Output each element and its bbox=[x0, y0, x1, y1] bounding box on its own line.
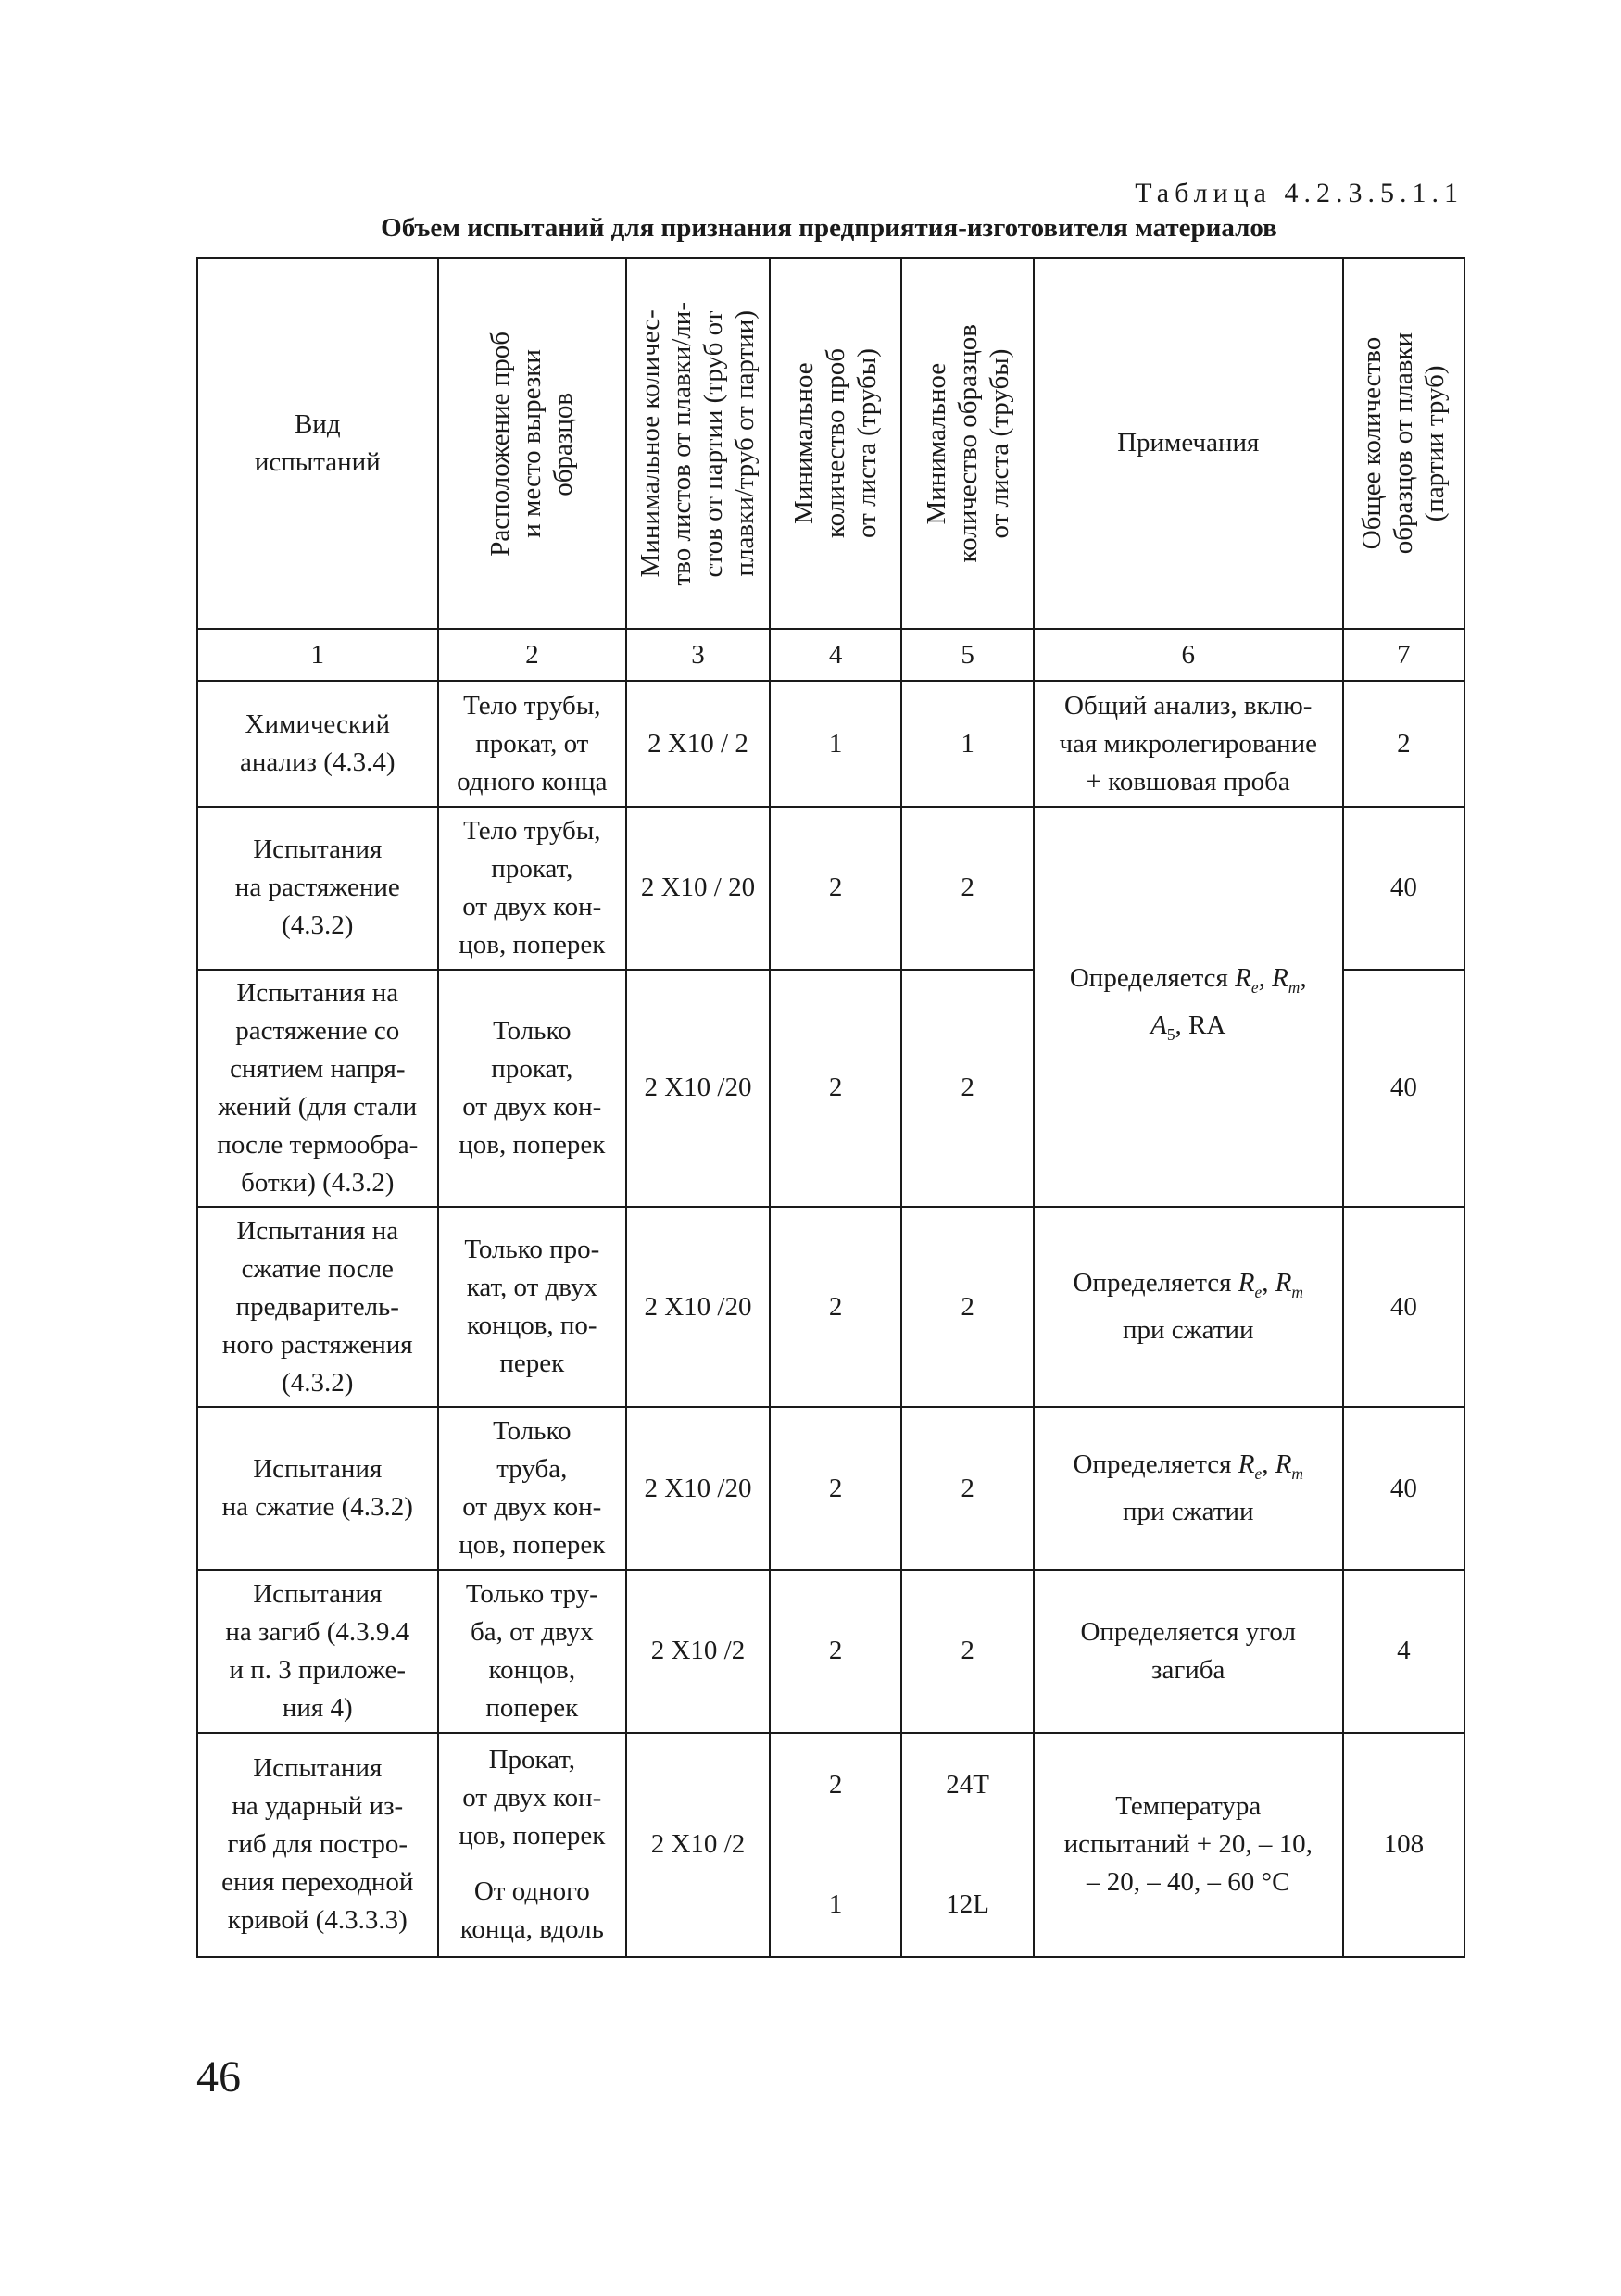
header-sample-location: Расположение проб и место вырезки образцов bbox=[438, 258, 627, 629]
specimens-cell: 1 bbox=[901, 681, 1034, 806]
note-cell-merged: Определяется $R_e$, $R_m$, $A_5$, RA bbox=[1034, 807, 1343, 1207]
tests-table bbox=[196, 257, 1465, 1958]
table-row bbox=[197, 1407, 1464, 1570]
specimens-cell: 2 bbox=[901, 807, 1034, 970]
test-type-cell: Испытания на ударный из- гиб для постро- ения переходной кривой (4.3.3.3) bbox=[197, 1733, 438, 1957]
header-notes: Примечания bbox=[1034, 258, 1343, 629]
total-cell: 40 bbox=[1343, 970, 1464, 1208]
location-cell: Только труба, от двух кон- цов, поперек bbox=[438, 1407, 627, 1570]
location-cell: Только тру- ба, от двух концов, поперек bbox=[438, 1570, 627, 1733]
table-row bbox=[197, 807, 1464, 970]
test-type-cell: Испытания на загиб (4.3.9.4 и п. 3 приложе- ния 4) bbox=[197, 1570, 438, 1733]
column-number: 3 bbox=[626, 629, 770, 682]
samples-cell: 2 bbox=[770, 1570, 902, 1733]
header-min-samples: Минимальное количество проб от листа (трубы) bbox=[770, 258, 902, 629]
specimens-cell: 2 bbox=[901, 970, 1034, 1208]
location-cell: Только прокат, от двух кон- цов, поперек bbox=[438, 970, 627, 1208]
note-cell: Определяется угол загиба bbox=[1034, 1570, 1343, 1733]
table-row bbox=[197, 1570, 1464, 1733]
total-cell: 40 bbox=[1343, 1207, 1464, 1407]
sheets-cell: 2 X10 / 2 bbox=[626, 681, 770, 806]
total-cell: 40 bbox=[1343, 1407, 1464, 1570]
location-cell: Тело трубы, прокат, от двух кон- цов, поперек bbox=[438, 807, 627, 970]
column-number: 5 bbox=[901, 629, 1034, 682]
table-row bbox=[197, 1207, 1464, 1407]
column-number: 7 bbox=[1343, 629, 1464, 682]
sheets-cell: 2 X10 /2 bbox=[626, 1570, 770, 1733]
samples-cell: 1 bbox=[770, 681, 902, 806]
header-test-type: Вид испытаний bbox=[197, 258, 438, 629]
location-cell: Только про- кат, от двух концов, по- перек bbox=[438, 1207, 627, 1407]
total-cell: 4 bbox=[1343, 1570, 1464, 1733]
location-cell: Тело трубы, прокат, от одного конца bbox=[438, 681, 627, 806]
note-cell: Определяется $R_e$, $R_m$ при сжатии bbox=[1034, 1207, 1343, 1407]
note-cell: Температура испытаний + 20, – 10, – 20, – 40, – 60 °С bbox=[1034, 1733, 1343, 1957]
specimens-cell: 24T 12L bbox=[901, 1733, 1034, 1957]
specimens-cell: 2 bbox=[901, 1570, 1034, 1733]
total-cell: 108 bbox=[1343, 1733, 1464, 1957]
samples-cell: 2 bbox=[770, 807, 902, 970]
column-number: 1 bbox=[197, 629, 438, 682]
test-type-cell: Химический анализ (4.3.4) bbox=[197, 681, 438, 806]
samples-cell: 2 bbox=[770, 970, 902, 1208]
location-cell: Прокат, от двух кон- цов, поперек От одного конца, вдоль bbox=[438, 1733, 627, 1957]
samples-cell: 2 bbox=[770, 1207, 902, 1407]
test-type-cell: Испытания на растяжение со снятием напря- жений (для стали после термообра- ботки) (4.3.2) bbox=[197, 970, 438, 1208]
specimens-cell: 2 bbox=[901, 1207, 1034, 1407]
header-row bbox=[197, 258, 1464, 629]
samples-cell: 2 bbox=[770, 1407, 902, 1570]
column-number: 4 bbox=[770, 629, 902, 682]
sheets-cell: 2 X10 /20 bbox=[626, 1407, 770, 1570]
column-number: 2 bbox=[438, 629, 627, 682]
samples-cell: 2 1 bbox=[770, 1733, 902, 1957]
total-cell: 2 bbox=[1343, 681, 1464, 806]
note-cell: Определяется $R_e$, $R_m$ при сжатии bbox=[1034, 1407, 1343, 1570]
note-cell: Общий анализ, вклю- чая микролегирование + ковшовая проба bbox=[1034, 681, 1343, 806]
sheets-cell: 2 X10 /2 bbox=[626, 1733, 770, 1957]
table-number: Таблица 4.2.3.5.1.1 bbox=[1135, 178, 1464, 208]
total-cell: 40 bbox=[1343, 807, 1464, 970]
table-row bbox=[197, 681, 1464, 806]
header-min-sheets: Минимальное количес- тво листов от плавки/ли- стов от партии (труб от плавки/труб от партии) bbox=[626, 258, 770, 629]
column-number-row bbox=[197, 629, 1464, 682]
header-total: Общее количество образцов от плавки (партии труб) bbox=[1343, 258, 1464, 629]
page-number: 46 bbox=[196, 2052, 241, 2102]
table-row bbox=[197, 1733, 1464, 1957]
sheets-cell: 2 X10 /20 bbox=[626, 970, 770, 1208]
table-title: Объем испытаний для признания предприятия-изготовителя материалов bbox=[381, 213, 1277, 243]
test-type-cell: Испытания на растяжение (4.3.2) bbox=[197, 807, 438, 970]
specimens-cell: 2 bbox=[901, 1407, 1034, 1570]
test-type-cell: Испытания на сжатие (4.3.2) bbox=[197, 1407, 438, 1570]
column-number: 6 bbox=[1034, 629, 1343, 682]
test-type-cell: Испытания на сжатие после предваритель- ного растяжения (4.3.2) bbox=[197, 1207, 438, 1407]
sheets-cell: 2 X10 /20 bbox=[626, 1207, 770, 1407]
header-min-specimens: Минимальное количество образцов от листа (трубы) bbox=[901, 258, 1034, 629]
sheets-cell: 2 X10 / 20 bbox=[626, 807, 770, 970]
